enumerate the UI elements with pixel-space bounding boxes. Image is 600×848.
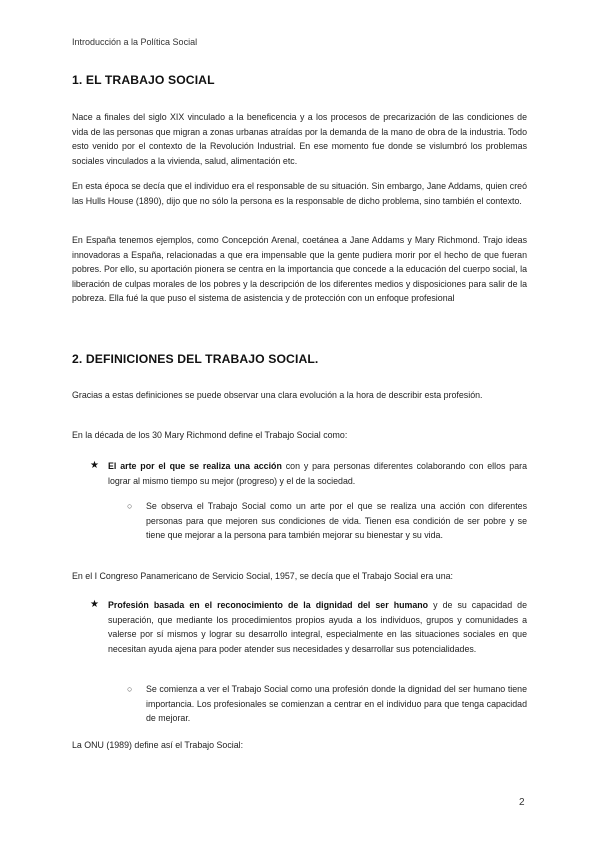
- section-1-paragraph-3: En España tenemos ejemplos, como Concepción Arenal, coetánea a Jane Addams y Mary Richmond. Trajo ideas innovadoras a España, relacionadas a que era impensable que la gente pudiera morir por el hecho de que fueran pobres. Por ello, su aportación pionera se centra en la importancia que concede a la educación del cuerpo social, la liberación de culpas morales de los pobres y la descripción de los diferentes medios y disposiciones para salir de la pobreza. Ella fué la que puso el sistema de asistencia y de protección con un enfoque profesional: [72, 235, 527, 304]
- congress-lead: En el I Congreso Panamericano de Servicio Social, 1957, se decía que el Trabajo Social era una:: [72, 571, 454, 581]
- bullet-rest-text: con y para personas diferentes colaborando con ellos para lograr al mismo tiempo su mejor (progreso) y el de la sociedad.: [108, 461, 527, 486]
- congress-sub-bullet: [127, 682, 527, 726]
- bullet-rest-text: y de su capacidad de superación, que mediante los procedimientos propios ayuda a los individuos, grupos y comunidades a valerse por sí mismos y lograr su desarrollo integral, especialmente en las situaciones sociales en que necesitan ayuda ajena para poder atender sus necesidades y desarrollar sus potencialidades.: [108, 600, 527, 654]
- bullet-text: [108, 459, 527, 488]
- section-1-paragraph-2: En esta época se decía que el individuo era el responsable de su situación. Sin embargo, Jane Addams, quien creó las Hulls House (1890), dijo que no sólo la persona es la responsable de dicho problema, sino también el contexto.: [72, 181, 527, 206]
- bullet-bold-text: Profesión basada en el reconocimiento de la dignidad del ser humano: [108, 600, 429, 610]
- sub-bullet-text: Se observa el Trabajo Social como un arte por el que se realiza una acción con diferentes personas para que mejoren sus condiciones de vida. Tienen esa condición de ser pobre y se tiene que mejorar a la persona para también mejorar su bienestar y su vida.: [146, 501, 527, 541]
- richmond-sub-bullet: [127, 499, 527, 543]
- richmond-definition-bullet: [90, 459, 527, 488]
- circle-bullet-icon: ○: [127, 501, 133, 511]
- section-1-heading: 1. EL TRABAJO SOCIAL: [72, 73, 215, 87]
- congress-definition-bullet: [90, 598, 527, 656]
- bullet-bold-text: El arte por el que se realiza una acción: [108, 461, 282, 471]
- onu-lead: La ONU (1989) define así el Trabajo Social:: [72, 740, 244, 750]
- page-number: 2: [519, 797, 525, 808]
- sub-bullet-text: Se comienza a ver el Trabajo Social como una profesión donde la dignidad del ser humano tiene importancia. Los profesionales se comienzan a centrar en el individuo para que tenga capacidad de mejorar.: [146, 684, 527, 724]
- star-bullet-icon: ★: [90, 460, 99, 471]
- richmond-lead: En la década de los 30 Mary Richmond define el Trabajo Social como:: [72, 430, 348, 440]
- bullet-text: [108, 598, 527, 656]
- section-2-intro: Gracias a estas definiciones se puede observar una clara evolución a la hora de describir esta profesión.: [72, 390, 483, 400]
- circle-bullet-icon: ○: [127, 684, 133, 694]
- star-bullet-icon: ★: [90, 599, 99, 610]
- running-header: Introducción a la Política Social: [72, 37, 198, 47]
- section-2-heading: 2. DEFINICIONES DEL TRABAJO SOCIAL.: [72, 352, 319, 366]
- section-1-paragraph-1: Nace a finales del siglo XIX vinculado a la beneficencia y a los procesos de precarización de las condiciones de vida de las personas que migran a zonas urbanas atraídas por la demanda de la mano de obra de la industria. Todo esto venido por el contexto de la Revolución Industrial. En ese momento fue donde se vislumbró los problemas sociales vinculados a la vivienda, salud, alimentación etc.: [72, 112, 527, 166]
